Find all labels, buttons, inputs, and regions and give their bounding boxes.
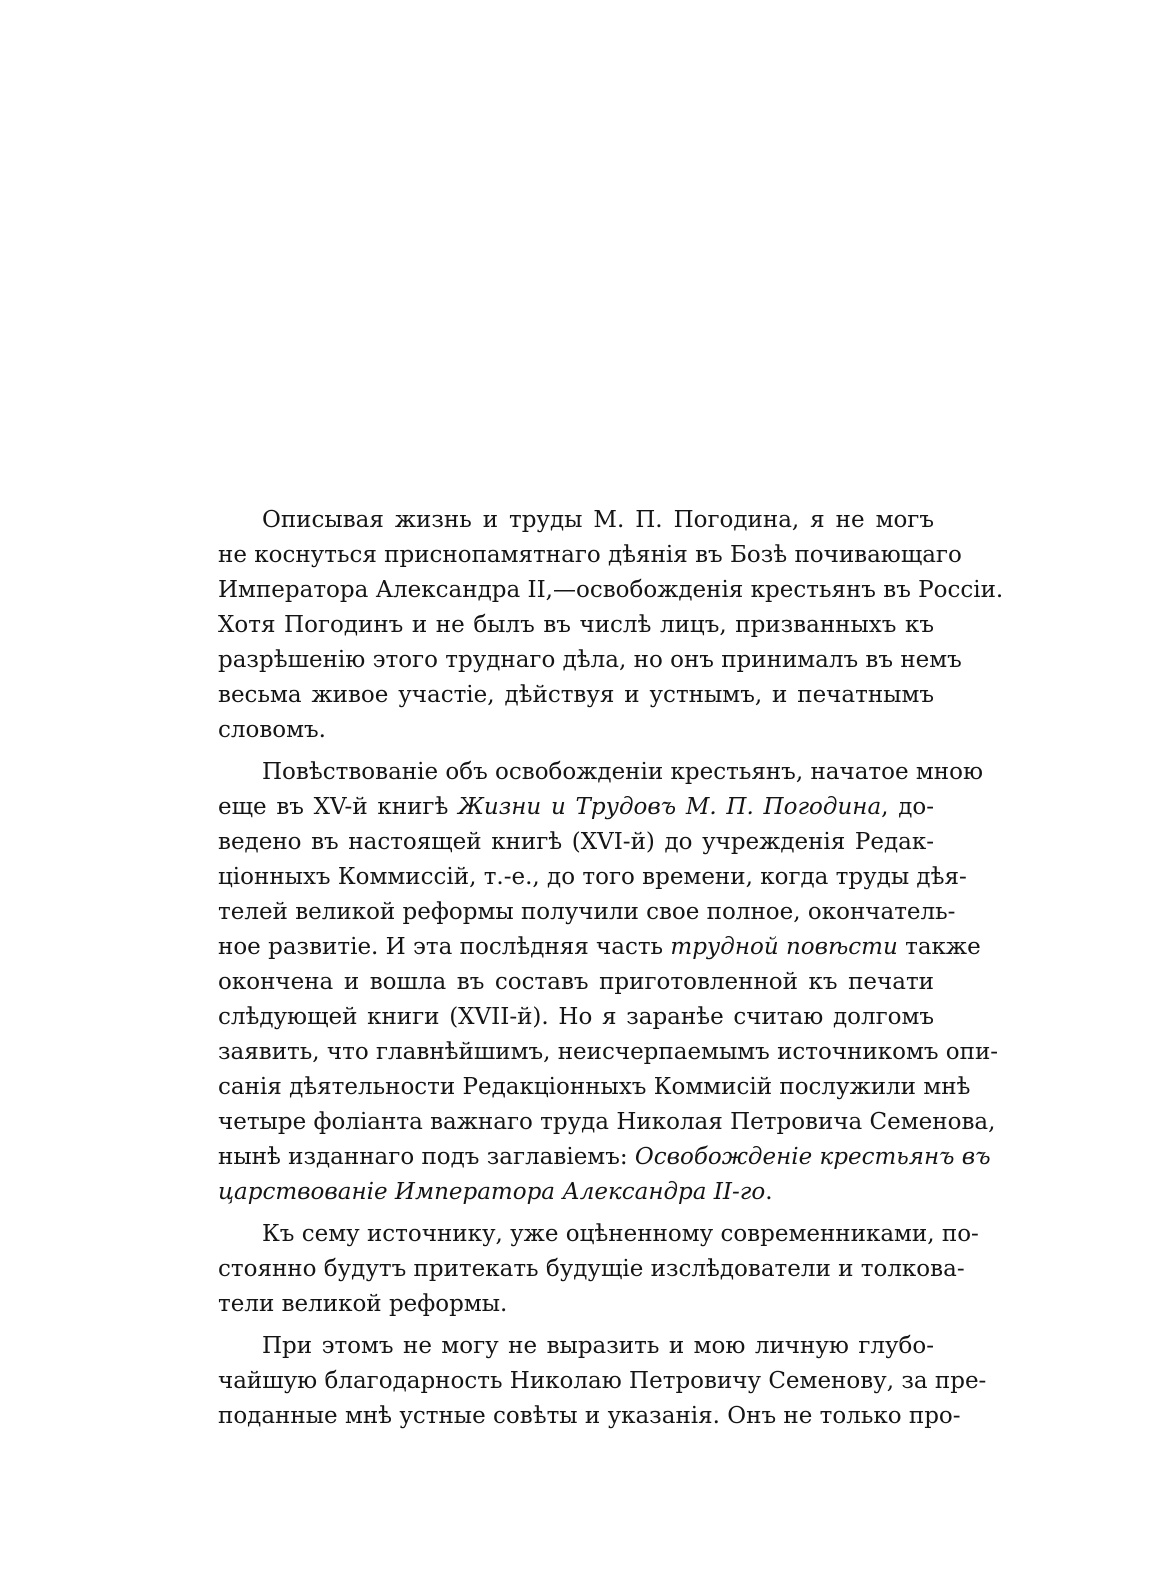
text-line: ціонныхъ Коммиссій, т.-е., до того времени, когда труды дѣя- [218, 864, 967, 890]
paragraph [218, 1329, 987, 1434]
text-run: еще въ XV-й книгѣ [218, 794, 459, 820]
paragraph-gap [218, 748, 934, 755]
paragraph [218, 1217, 979, 1322]
text-run: нынѣ изданнаго подъ заглавіемъ: [218, 1144, 635, 1170]
text-line: Хотя Погодинъ и не былъ въ числѣ лицъ, призванныхъ къ [218, 612, 934, 638]
text-line: четыре фоліанта важнаго труда Николая Петровича Семенова, [218, 1109, 996, 1135]
italic-title: Жизни и Трудовъ М. П. Погодина [458, 794, 882, 820]
paragraph-gap [218, 1210, 934, 1217]
text-line [218, 1175, 934, 1210]
text-line [218, 790, 934, 825]
paragraph [218, 755, 999, 1210]
text-line: санія дѣятельности Редакціонныхъ Коммисій послужили мнѣ [218, 1074, 971, 1100]
text-line: чайшую благодарность Николаю Петровичу Семенову, за пре- [218, 1368, 987, 1394]
text-line [218, 930, 981, 965]
text-line: разрѣшенію этого труднаго дѣла, но онъ принималъ въ немъ [218, 647, 962, 673]
text-line: словомъ. [218, 717, 326, 743]
text-line: Повѣствованіе объ освобожденіи крестьянъ, начатое мною [262, 759, 983, 785]
text-line [218, 1140, 991, 1175]
text-run: , до- [881, 794, 935, 820]
text-run: ное развитіе. И эта послѣдняя часть [218, 934, 671, 960]
body-text [218, 503, 1004, 1434]
text-line: весьма живое участіе, дѣйствуя и устнымъ, и печатнымъ [218, 682, 934, 708]
text-line: Описывая жизнь и труды М. П. Погодина, я не могъ [262, 507, 934, 533]
italic-title: Освобожденіе крестьянъ въ [634, 1144, 991, 1170]
italic-title: царствованіе Императора Александра II-го [218, 1179, 766, 1205]
text-line: Къ сему источнику, уже оцѣненному современниками, по- [262, 1221, 979, 1247]
text-run: также [897, 934, 981, 960]
paragraph [218, 503, 1004, 748]
text-line: слѣдующей книги (XVII-й). Но я заранѣе считаю долгомъ [218, 1004, 934, 1030]
text-line: Императора Александра II,—освобожденія крестьянъ въ Россіи. [218, 577, 1004, 603]
text-line: поданные мнѣ устные совѣты и указанія. Онъ не только про- [218, 1403, 961, 1429]
text-line: окончена и вошла въ составъ приготовленной къ печати [218, 969, 934, 995]
text-line: заявить, что главнѣйшимъ, неисчерпаемымъ источникомъ опи- [218, 1039, 999, 1065]
text-run: . [765, 1179, 773, 1205]
paragraph-gap [218, 1322, 934, 1329]
text-line: тели великой реформы. [218, 1291, 508, 1317]
italic-title: трудной повѣсти [670, 934, 898, 960]
text-line: При этомъ не могу не выразить и мою личную глубо- [262, 1333, 934, 1359]
text-line: не коснуться приснопамятнаго дѣянія въ Бозѣ почивающаго [218, 542, 962, 568]
text-line: телей великой реформы получили свое полное, окончатель- [218, 899, 956, 925]
text-line: стоянно будутъ притекать будущіе изслѣдователи и толкова- [218, 1256, 965, 1282]
text-line: ведено въ настоящей книгѣ (XVI-й) до учрежденія Редак- [218, 829, 934, 855]
